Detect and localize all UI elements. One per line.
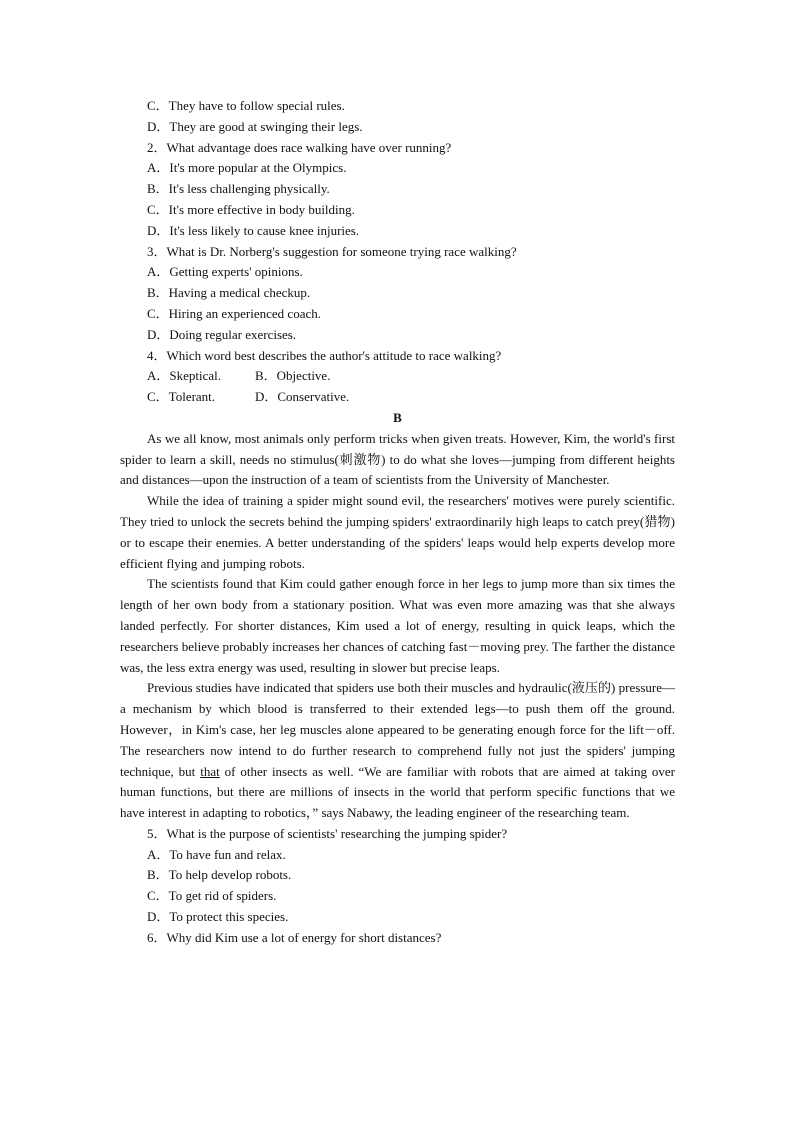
q5-stem: 5．What is the purpose of scientists' researching the jumping spider? xyxy=(147,825,508,841)
passage-paragraph-3: The scientists found that Kim could gather enough force in her legs to jump more than six times the length of her own body from a stationary position. What was even more amazing was that she always landed perfectly. For shorter distances, Kim used a lot of energy, resulting in quick leaps, which the researchers believe probably increases her chances of catching fast－moving prey. The farther the distance was, the less extra energy was used, resulting in slower but precise leaps. xyxy=(120,576,675,675)
q4-option-a: A．Skeptical. xyxy=(147,368,222,384)
paragraph-4-part-2: of other insects as well. “We are familiar with robots that are aimed at taking over human functions, but there are millions of insects in the world that perform specific functions that we have interest in adapting to robotics，” says Nabawy, the leading engineer of the researching team. xyxy=(120,763,675,821)
paragraph-4-part-1: Previous studies have indicated that spiders use both their muscles and hydraulic(液压的) pressure—a mechanism by which blood is transferred to their extended legs—to push them off the ground. However，in Kim's case, her leg muscles alone appeared to be generating enough force for the lift－off. The researchers now intend to do further research to comprehend fully not just the spiders' jumping technique, but xyxy=(120,680,675,779)
underlined-word: that xyxy=(200,763,220,779)
passage-paragraph-2: While the idea of training a spider might sound evil, the researchers' motives were purely scientific. They tried to unlock the secrets behind the jumping spiders' extraordinarily high leaps to catch prey(猎物) or to escape their enemies. A better understanding of the spiders' leaps would help experts develop more efficient flying and jumping robots. xyxy=(120,493,675,571)
passage-paragraph-1: As we all know, most animals only perform tricks when given treats. However, Kim, the world's first spider to learn a skill, needs no stimulus(刺激物) to do what she loves—jumping from different heights and distances—upon the instruction of a team of scientists from the University of Manchester. xyxy=(120,430,675,488)
q5-option-c: C．To get rid of spiders. xyxy=(147,888,277,904)
q1-option-d: D．They are good at swinging their legs. xyxy=(147,118,363,134)
q4-option-d: D．Conservative. xyxy=(255,389,350,405)
q2-stem: 2．What advantage does race walking have over running? xyxy=(147,139,452,155)
q2-option-b: B．It's less challenging physically. xyxy=(147,181,330,197)
q4-options-row-1 xyxy=(120,366,675,387)
q2-option-d: D．It's less likely to cause knee injuries. xyxy=(147,222,360,238)
q5-option-d: D．To protect this species. xyxy=(147,909,289,925)
q3-option-a: A．Getting experts' opinions. xyxy=(147,264,303,280)
section-b-heading: B xyxy=(393,409,402,425)
q3-option-d: D．Doing regular exercises. xyxy=(147,326,297,342)
passage-paragraph-4 xyxy=(120,678,675,824)
q1-option-c: C．They have to follow special rules. xyxy=(147,98,345,113)
q4-option-b: B．Objective. xyxy=(255,368,331,384)
q4-options-row-2 xyxy=(120,387,675,408)
q6-stem: 6．Why did Kim use a lot of energy for short distances? xyxy=(147,929,442,945)
q5-option-a: A．To have fun and relax. xyxy=(147,846,286,862)
q4-option-c: C．Tolerant. xyxy=(147,389,216,405)
q3-option-c: C．Hiring an experienced coach. xyxy=(147,305,321,321)
document-page xyxy=(120,96,675,949)
q3-stem: 3．What is Dr. Norberg's suggestion for someone trying race walking? xyxy=(147,243,517,259)
q3-option-b: B．Having a medical checkup. xyxy=(147,285,311,301)
q5-option-b: B．To help develop robots. xyxy=(147,867,292,883)
q4-stem: 4．Which word best describes the author's attitude to race walking? xyxy=(147,347,502,363)
q2-option-c: C．It's more effective in body building. xyxy=(147,201,355,217)
q2-option-a: A．It's more popular at the Olympics. xyxy=(147,160,347,176)
